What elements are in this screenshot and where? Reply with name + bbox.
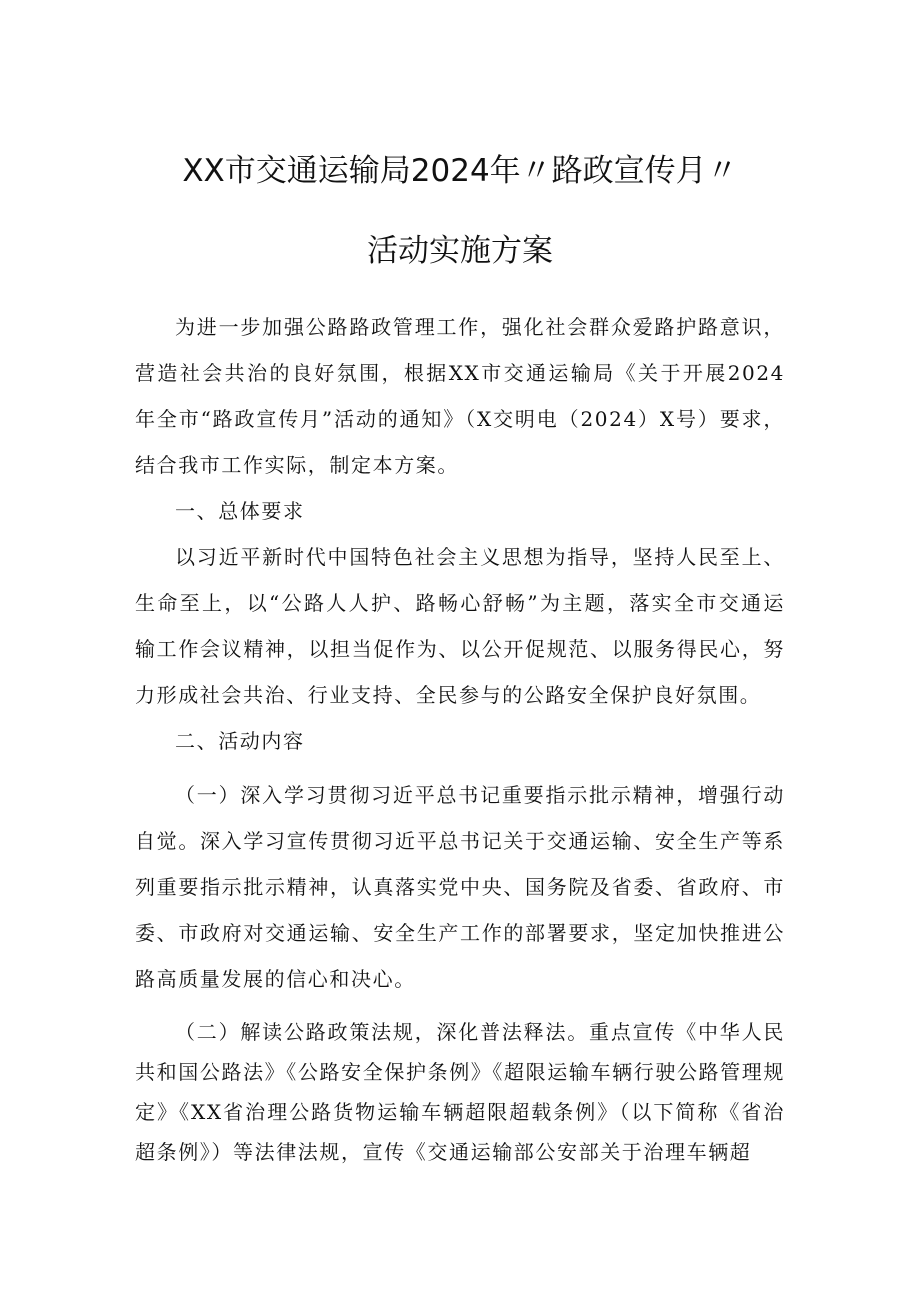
document-title-line2: 活动实施方案 (367, 233, 553, 269)
general-requirements-paragraph: 以习近平新时代中国特色社会主义思想为指导，坚持人民至上、生命至上，以“公路人人护、路畅心舒畅”为主题，落实全市交通运输工作会议精神，以担当促作为、以公开促规范、以服务得民心，努力形成社会共治、行业支持、全民参与的公路安全保护良好氛围。 (135, 545, 785, 707)
intro-paragraph: 为进一步加强公路路政管理工作，强化社会群众爱路护路意识，营造社会共治的良好氛围，根据XX市交通运输局《关于开展2024年全市“路政宣传月”活动的通知》（X交明电（2024）X号）要求，结合我市工作实际，制定本方案。 (135, 315, 785, 477)
document-title-line1: XX市交通运输局2024年〃路政宣传月〃 (182, 153, 738, 189)
section-heading-activity-content: 二、活动内容 (175, 729, 305, 753)
section-heading-general-requirements: 一、总体要求 (175, 499, 305, 523)
activity-item-2-paragraph: （二）解读公路政策法规，深化普法释法。重点宣传《中华人民共和国公路法》《公路安全保护条例》《超限运输车辆行驶公路管理规定》《XX省治理公路货物运输车辆超限超载条例》（以下简称《省治超条例》）等法律法规，宣传《交通运输部公安部关于治理车辆超 (135, 1020, 785, 1164)
activity-item-1-paragraph: （一）深入学习贯彻习近平总书记重要指示批示精神，增强行动自觉。深入学习宣传贯彻习近平总书记关于交通运输、安全生产等系列重要指示批示精神，认真落实党中央、国务院及省委、省政府、市委、市政府对交通运输、安全生产工作的部署要求，坚定加快推进公路高质量发展的信心和决心。 (135, 783, 785, 991)
document-body (135, 304, 785, 1172)
